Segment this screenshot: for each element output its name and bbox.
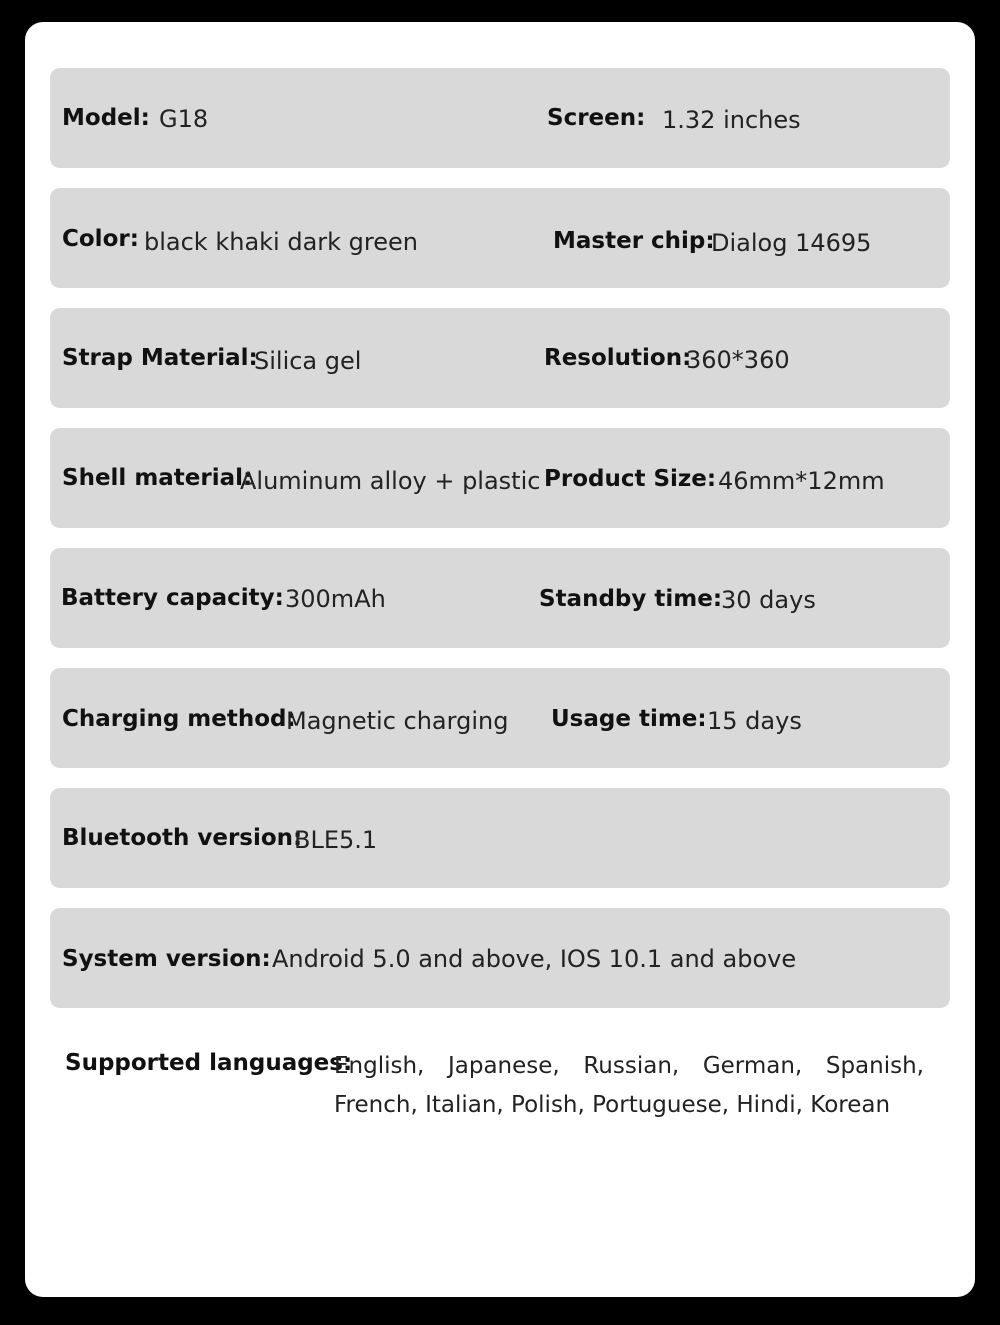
color-value: black khaki dark green: [144, 228, 418, 256]
screen-value: 1.32 inches: [662, 106, 801, 134]
model-label: Model:: [62, 105, 150, 131]
product-size-label: Product Size:: [544, 466, 717, 492]
spec-row-model-screen: [50, 68, 950, 168]
spec-card: [25, 22, 975, 1297]
battery-capacity-value: 300mAh: [285, 585, 386, 613]
resolution-value: 360*360: [686, 346, 790, 374]
resolution-label: Resolution:: [544, 345, 692, 371]
shell-material-value: Aluminum alloy + plastic: [240, 467, 541, 495]
screen-label: Screen:: [547, 105, 646, 131]
language-item: English,: [334, 1053, 425, 1079]
strap-material-label: Strap Material:: [62, 345, 258, 371]
spec-row-battery-standby: [50, 548, 950, 648]
usage-time-label: Usage time:: [551, 706, 707, 732]
spec-row-strap-resolution: [50, 308, 950, 408]
spec-row-bluetooth: [50, 788, 950, 888]
language-item: Russian,: [583, 1053, 680, 1079]
spec-row-system: [50, 908, 950, 1008]
system-version-label: System version:: [62, 946, 271, 972]
color-label: Color:: [62, 226, 139, 252]
bluetooth-version-value: BLE5.1: [294, 826, 378, 854]
language-item: Japanese,: [447, 1053, 560, 1079]
bluetooth-version-label: Bluetooth version:: [62, 825, 303, 851]
model-value: G18: [159, 105, 209, 133]
charging-method-label: Charging method:: [62, 706, 296, 732]
language-item: German,: [702, 1053, 803, 1079]
usage-time-value: 15 days: [707, 707, 802, 735]
standby-time-label: Standby time:: [539, 586, 723, 612]
spec-row-shell-size: [50, 428, 950, 528]
supported-languages-line-2: French, Italian, Polish, Portuguese, Hindi, Korean: [334, 1092, 891, 1118]
shell-material-label: Shell material:: [62, 465, 253, 491]
product-size-value: 46mm*12mm: [718, 467, 885, 495]
supported-languages-line-1: [334, 1053, 924, 1079]
spec-row-charging-usage: [50, 668, 950, 768]
master-chip-value: Dialog 14695: [711, 229, 872, 257]
master-chip-label: Master chip:: [553, 228, 715, 254]
battery-capacity-label: Battery capacity:: [61, 585, 284, 611]
strap-material-value: Silica gel: [254, 347, 362, 375]
supported-languages-label: Supported languages:: [65, 1050, 353, 1076]
language-item: Spanish,: [825, 1053, 924, 1079]
standby-time-value: 30 days: [721, 586, 816, 614]
system-version-value: Android 5.0 and above, IOS 10.1 and above: [272, 945, 797, 973]
spec-row-color-chip: [50, 188, 950, 288]
charging-method-value: Magnetic charging: [286, 707, 509, 735]
